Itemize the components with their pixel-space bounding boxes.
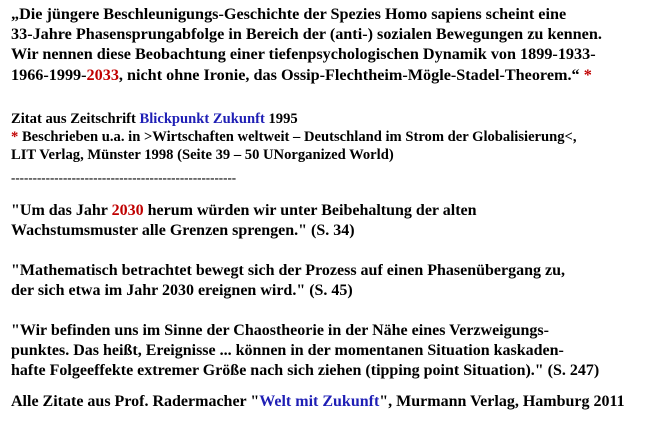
footnote-line-2: LIT Verlag, Münster 1998 (Seite 39 – 50 UNorganized World) (11, 147, 394, 163)
highlighted-year-2030: 2030 (111, 202, 144, 219)
source-line (11, 110, 651, 128)
quote-2030-rest: herum würden wir unter Beibehaltung der alten (143, 202, 477, 219)
footnote-line-1 (11, 128, 651, 146)
quote-chaos-line-2: punktes. Das heißt, Ereignisse ... können in der momentanen Situation kaskaden- (11, 342, 564, 359)
years-text: 1966-1999- (11, 65, 87, 84)
quote-chaos-line-3: hafte Folgeeffekte extremer Größe nach sich ziehen (tipping point Situation)." (S. 247) (11, 362, 600, 379)
book-title: Welt mit Zukunft (259, 393, 380, 410)
attribution-prefix: Alle Zitate aus Prof. Radermacher " (11, 393, 260, 410)
opening-quote-line-1: „Die jüngere Beschleunigungs-Geschichte der Spezies Homo sapiens scheint eine (11, 5, 567, 23)
attribution-footer (11, 392, 651, 412)
magazine-title: Blickpunkt Zukunft (139, 111, 265, 127)
quote-chaos-line-1: "Wir befinden uns im Sinne der Chaostheorie in der Nähe eines Verzweigungs- (11, 322, 549, 339)
source-block (11, 110, 651, 164)
source-prefix: Zitat aus Zeitschrift (11, 111, 140, 127)
quote-phase-line-2: der sich etwa im Jahr 2030 ereignen wird." (S. 45) (11, 282, 353, 299)
quote-chaos-theory (11, 321, 651, 381)
quote-2030-start: "Um das Jahr (11, 202, 112, 219)
highlighted-year-2033: 2033 (86, 65, 119, 84)
separator-line: ---------------------------------------------------- (11, 170, 237, 185)
source-year: 1995 (264, 111, 298, 127)
quote-phase-line-1: "Mathematisch betrachtet bewegt sich der Prozess auf einen Phasenübergang zu, (11, 262, 566, 279)
footnote-star: * (583, 65, 592, 84)
quote-2030-line-2: Wachstumsmuster alle Grenzen sprengen." (S. 34) (11, 222, 355, 239)
footnote-marker: * (11, 129, 19, 145)
attribution-line (11, 392, 651, 412)
attribution-suffix: ", Murmann Verlag, Hamburg 2011 (379, 393, 625, 410)
quote-phase-transition (11, 261, 651, 301)
opening-quote-line-3: Wir nennen diese Beobachtung einer tiefenpsychologischen Dynamik von 1899-1933- (11, 45, 596, 64)
quote-2030 (11, 201, 651, 241)
opening-quote-line-2: 33-Jahre Phasensprungabfolge in Bereich der (anti-) sozialen Bewegungen zu kennen. (11, 25, 602, 44)
quote-2030-line-1 (11, 201, 651, 221)
theorem-text: , nicht ohne Ironie, das Ossip-Flechtheim-Mögle-Stadel-Theorem.“ (118, 65, 584, 84)
opening-quote (11, 4, 651, 85)
footnote-text-1: Beschrieben u.a. in >Wirtschaften weltweit – Deutschland im Strom der Globalisierung<, (18, 129, 577, 145)
opening-quote-line-4 (11, 65, 651, 85)
